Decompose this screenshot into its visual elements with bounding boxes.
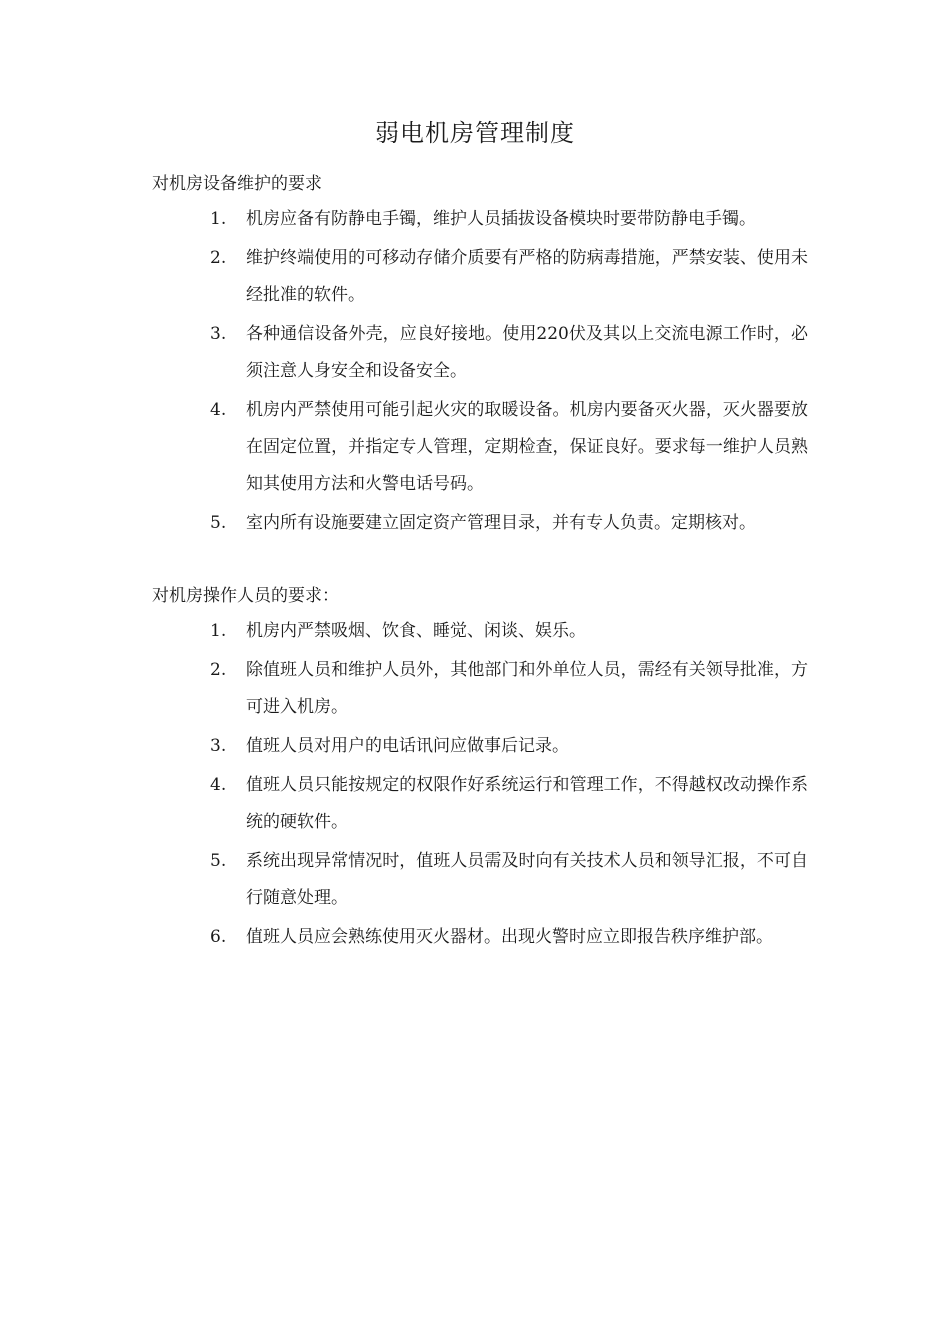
list-item — [0, 240, 950, 314]
document-title: 弱电机房管理制度 — [375, 119, 575, 147]
list-item-number: 1. — [210, 209, 227, 229]
list-item-number: 5. — [210, 513, 227, 533]
list-item-number: 3. — [210, 736, 227, 756]
operator-requirements-list — [0, 613, 950, 958]
list-item-number: 1. — [210, 621, 227, 641]
list-item-text: 值班人员只能按规定的权限作好系统运行和管理工作，不得越权改动操作系统的硬软件。 — [246, 775, 808, 832]
list-item-number: 4. — [210, 400, 227, 420]
section-heading-equipment-maintenance: 对机房设备维护的要求 — [152, 174, 322, 194]
list-item-text: 机房内严禁吸烟、饮食、睡觉、闲谈、娱乐。 — [246, 621, 586, 641]
list-item-number: 2. — [210, 660, 227, 680]
list-item-text: 机房应备有防静电手镯，维护人员插拔设备模块时要带防静电手镯。 — [246, 209, 756, 229]
list-item — [0, 613, 950, 650]
list-item-number: 5. — [210, 851, 227, 871]
list-item-number: 6. — [210, 927, 227, 947]
list-item-text: 维护终端使用的可移动存储介质要有严格的防病毒措施，严禁安装、使用未经批准的软件。 — [246, 248, 808, 305]
list-item-text: 各种通信设备外壳，应良好接地。使用220伏及其以上交流电源工作时，必须注意人身安全和设备安全。 — [246, 324, 808, 381]
list-item — [0, 505, 950, 542]
list-item — [0, 728, 950, 765]
list-item-number: 3. — [210, 324, 227, 344]
list-item-text: 除值班人员和维护人员外，其他部门和外单位人员，需经有关领导批准，方可进入机房。 — [246, 660, 808, 717]
list-item-number: 2. — [210, 248, 227, 268]
list-item-text: 机房内严禁使用可能引起火灾的取暖设备。机房内要备灭火器，灭火器要放在固定位置，并指定专人管理，定期检查，保证良好。要求每一维护人员熟知其使用方法和火警电话号码。 — [246, 400, 808, 494]
list-item — [0, 201, 950, 238]
list-item — [0, 316, 950, 390]
list-item-text: 值班人员对用户的电话讯问应做事后记录。 — [246, 736, 569, 756]
list-item — [0, 843, 950, 917]
list-item-text: 系统出现异常情况时，值班人员需及时向有关技术人员和领导汇报，不可自行随意处理。 — [246, 851, 808, 908]
list-item-text: 值班人员应会熟练使用灭火器材。出现火警时应立即报告秩序维护部。 — [246, 927, 773, 947]
section-heading-operator-requirements: 对机房操作人员的要求： — [152, 586, 339, 606]
list-item-number: 4. — [210, 775, 227, 795]
list-item — [0, 392, 950, 503]
list-item-text: 室内所有设施要建立固定资产管理目录，并有专人负责。定期核对。 — [246, 513, 756, 533]
list-item — [0, 767, 950, 841]
list-item — [0, 652, 950, 726]
equipment-maintenance-list — [0, 201, 950, 544]
list-item — [0, 919, 950, 956]
